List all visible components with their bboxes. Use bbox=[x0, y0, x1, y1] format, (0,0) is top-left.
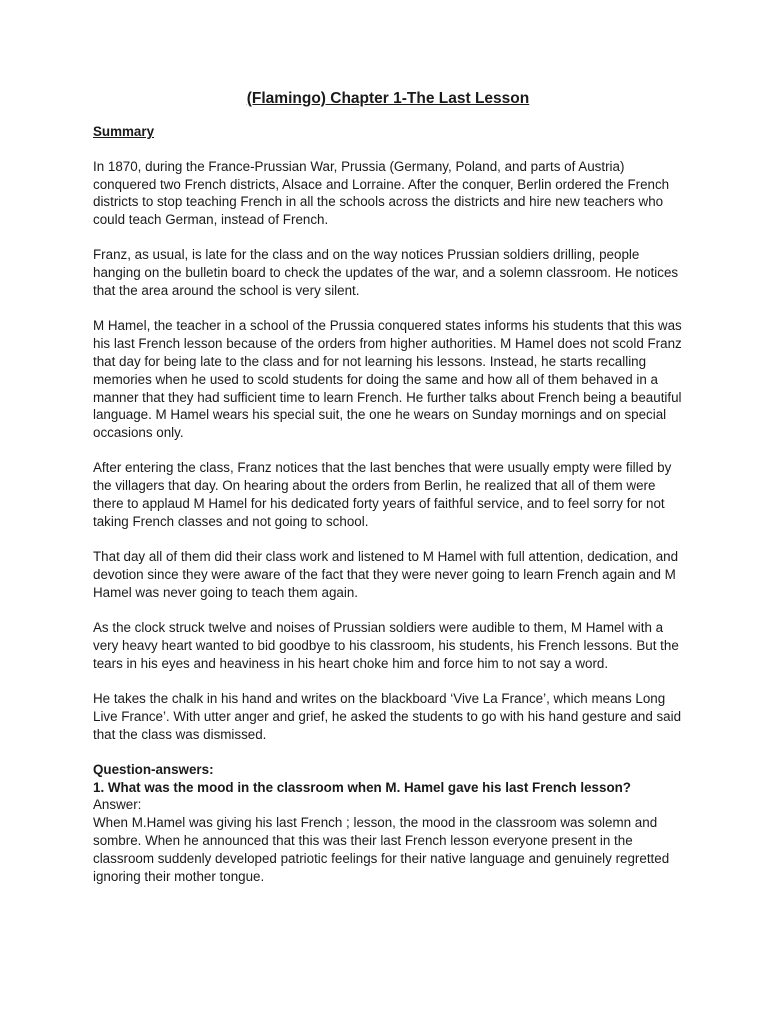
summary-paragraph: After entering the class, Franz notices that the last benches that were usually empty were filled by the villagers that day. On hearing about the orders from Berlin, he realized that all of them were there to applaud M Hamel for his dedicated forty years of faithful service, and to feel sorry for not taking French classes and not going to school. bbox=[93, 460, 672, 529]
question-1: 1. What was the mood in the classroom when M. Hamel gave his last French lesson? bbox=[93, 779, 631, 795]
summary-heading: Summary bbox=[93, 124, 155, 139]
answer-1: When M.Hamel was giving his last French ; lesson, the mood in the classroom was solemn and sombre. When he announced that this was their last French lesson everyone present in the classroom suddenly developed patriotic feelings for their native language and genuinely regretted ignoring their mother tongue. bbox=[93, 815, 670, 884]
qa-heading: Question-answers: bbox=[93, 761, 214, 777]
summary-paragraph: As the clock struck twelve and noises of Prussian soldiers were audible to them, M Hamel with a very heavy heart wanted to bid goodbye to his classroom, his students, his French lessons. But the tears in his eyes and heaviness in his heart choke him and force him to not say a word. bbox=[93, 620, 679, 671]
summary-paragraph: In 1870, during the France-Prussian War, Prussia (Germany, Poland, and parts of Austria) conquered two French districts, Alsace and Lorraine. After the conquer, Berlin ordered the French districts to stop teaching French in all the schools across the districts and hire new teachers who could teach German, instead of French. bbox=[93, 158, 670, 228]
summary-paragraph: He takes the chalk in his hand and writes on the blackboard ‘Vive La France’, which means Long Live France’. With utter anger and grief, he asked the students to go with his hand gesture and said that the class was dismissed. bbox=[93, 690, 682, 742]
summary-paragraph: Franz, as usual, is late for the class and on the way notices Prussian soldiers drilling, people hanging on the bulletin board to check the updates of the war, and a solemn classroom. He notices that the area around the school is very silent. bbox=[93, 247, 679, 299]
document-page bbox=[93, 89, 683, 885]
summary-paragraph: That day all of them did their class work and listened to M Hamel with full attention, dedication, and devotion since they were aware of the fact that they were never going to learn French again and M Hamel was never going to teach them again. bbox=[93, 549, 679, 600]
summary-paragraph: M Hamel, the teacher in a school of the Prussia conquered states informs his students that this was his last French lesson because of the orders from higher authorities. M Hamel does not scold Franz that day for being late to the class and for not learning his lessons. Instead, he starts recalling memories when he used to scold students for doing the same and how all of them behaved in a manner that they had sufficient time to learn French. He further talks about French being a beautiful language. M Hamel wears his special suit, the one he wears on Sunday mornings and on special occasions only. bbox=[93, 318, 682, 441]
answer-label: Answer: bbox=[93, 797, 142, 813]
document-title: (Flamingo) Chapter 1-The Last Lesson bbox=[246, 90, 530, 107]
